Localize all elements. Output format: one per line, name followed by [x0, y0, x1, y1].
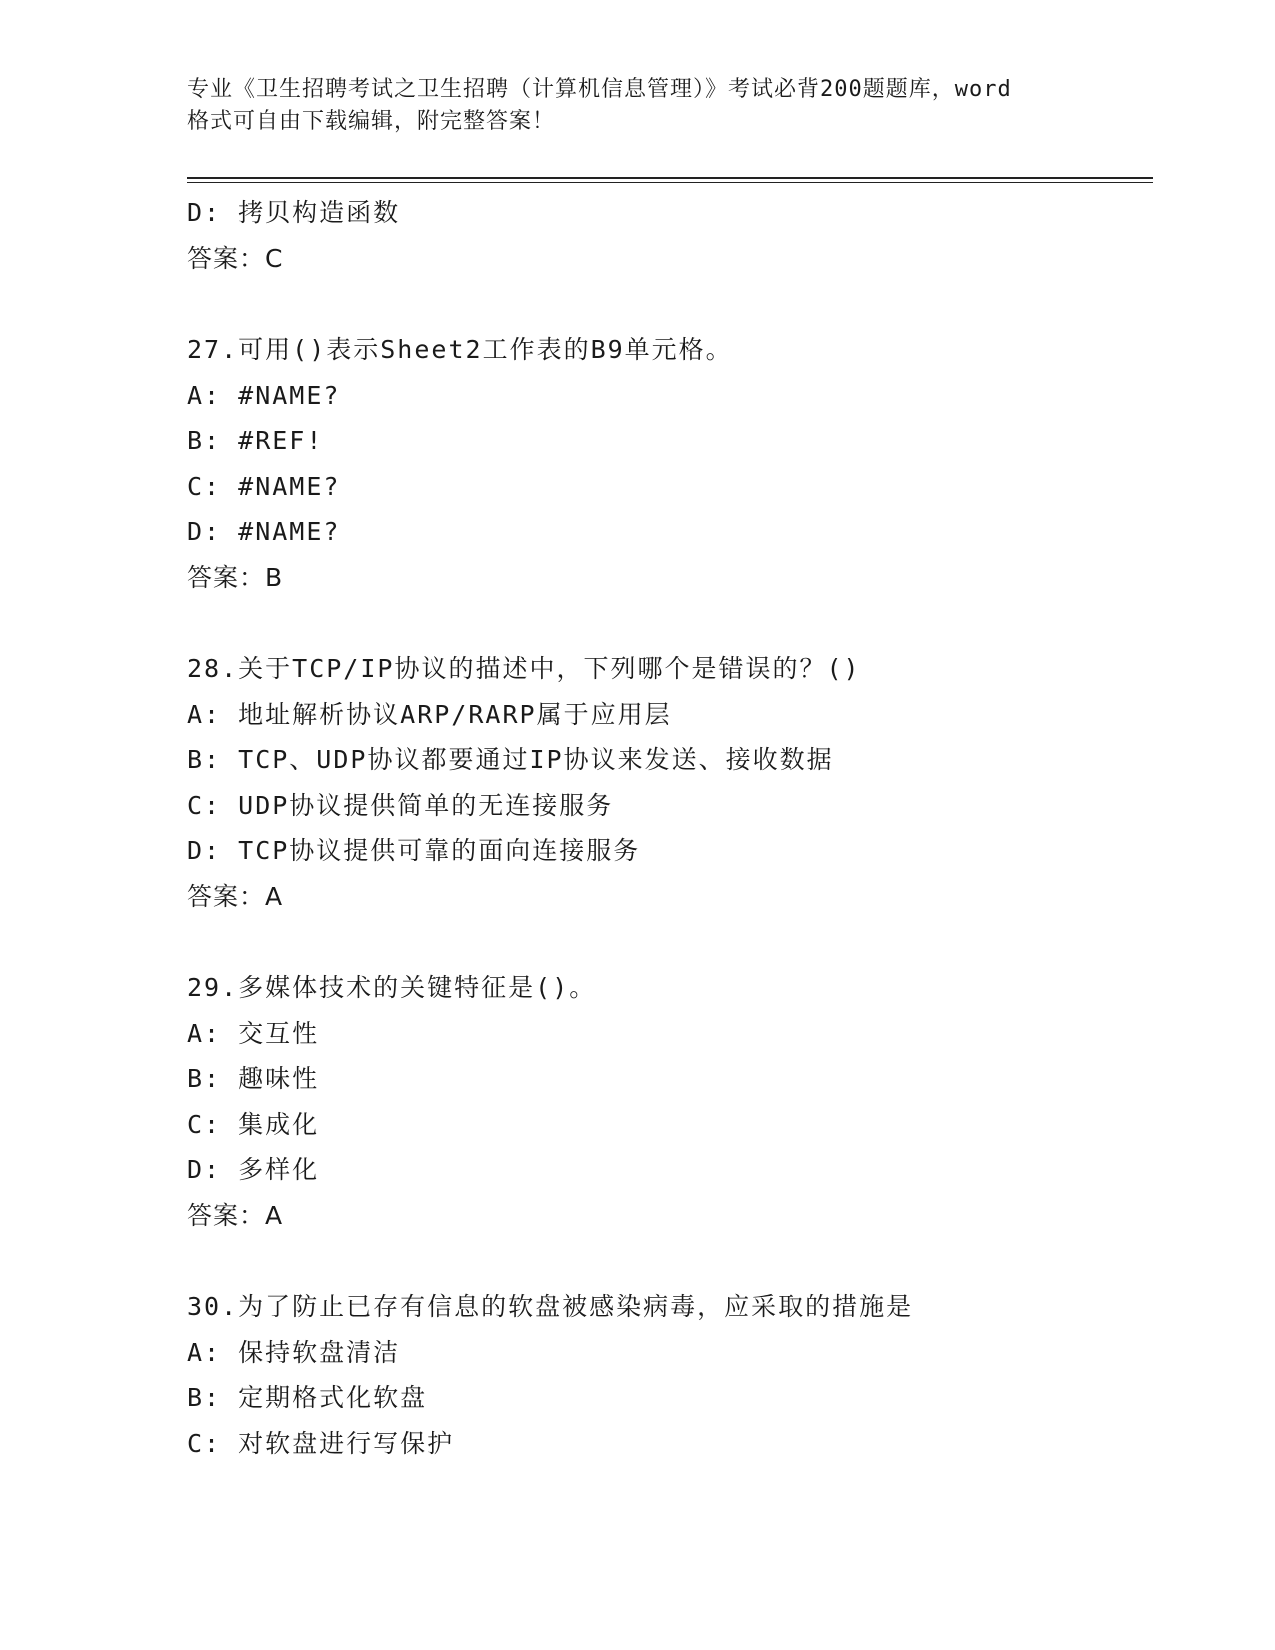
- option-d: D: 多样化: [187, 1155, 320, 1184]
- question-29: [187, 965, 1147, 1238]
- option-a: A: #NAME?: [187, 380, 341, 410]
- option-c: C: 集成化: [187, 1109, 320, 1139]
- answer-line: 答案：A: [187, 1200, 284, 1230]
- option-c: C: 对软盘进行写保护: [187, 1428, 455, 1458]
- header-divider-thick: [187, 177, 1153, 179]
- spacer: [187, 919, 1147, 965]
- option-c: C: UDP协议提供简单的无连接服务: [187, 790, 614, 820]
- spacer: [187, 600, 1147, 646]
- option-b: B: 定期格式化软盘: [187, 1383, 428, 1412]
- question-28: [187, 646, 1147, 919]
- answer-line: 答案：C: [187, 243, 284, 273]
- option-d: D: TCP协议提供可靠的面向连接服务: [187, 836, 641, 865]
- option-b: B: #REF!: [187, 426, 324, 455]
- option-a: A: 交互性: [187, 1018, 320, 1048]
- header-divider-thin: [187, 182, 1153, 183]
- question-stem: 27.可用()表示Sheet2工作表的B9单元格。: [187, 335, 733, 364]
- header-title-line-2: 格式可自由下载编辑，附完整答案！: [187, 109, 556, 134]
- option-a: A: 保持软盘清洁: [187, 1337, 401, 1367]
- answer-line: 答案：B: [187, 562, 284, 592]
- option-c: C: #NAME?: [187, 471, 341, 501]
- spacer: [187, 1238, 1147, 1284]
- document-header: [187, 74, 1087, 138]
- option-b: B: 趣味性: [187, 1064, 320, 1093]
- option-b: B: TCP、UDP协议都要通过IP协议来发送、接收数据: [187, 745, 834, 774]
- option-d: D: 拷贝构造函数: [187, 198, 401, 227]
- question-stem: 28.关于TCP/IP协议的描述中，下列哪个是错误的？(): [187, 654, 861, 683]
- question-list: [187, 190, 1147, 1466]
- option-d: D: #NAME?: [187, 517, 341, 546]
- question-27: [187, 327, 1147, 600]
- question-stem: 30.为了防止已存有信息的软盘被感染病毒，应采取的措施是: [187, 1292, 914, 1321]
- answer-line: 答案：A: [187, 881, 284, 911]
- spacer: [187, 281, 1147, 327]
- question-stem: 29.多媒体技术的关键特征是()。: [187, 973, 597, 1002]
- header-title-line-1: 专业《卫生招聘考试之卫生招聘（计算机信息管理）》考试必背200题题库，word: [187, 77, 1012, 102]
- previous-question-tail: [187, 190, 1147, 281]
- option-a: A: 地址解析协议ARP/RARP属于应用层: [187, 699, 672, 729]
- question-30: [187, 1284, 1147, 1466]
